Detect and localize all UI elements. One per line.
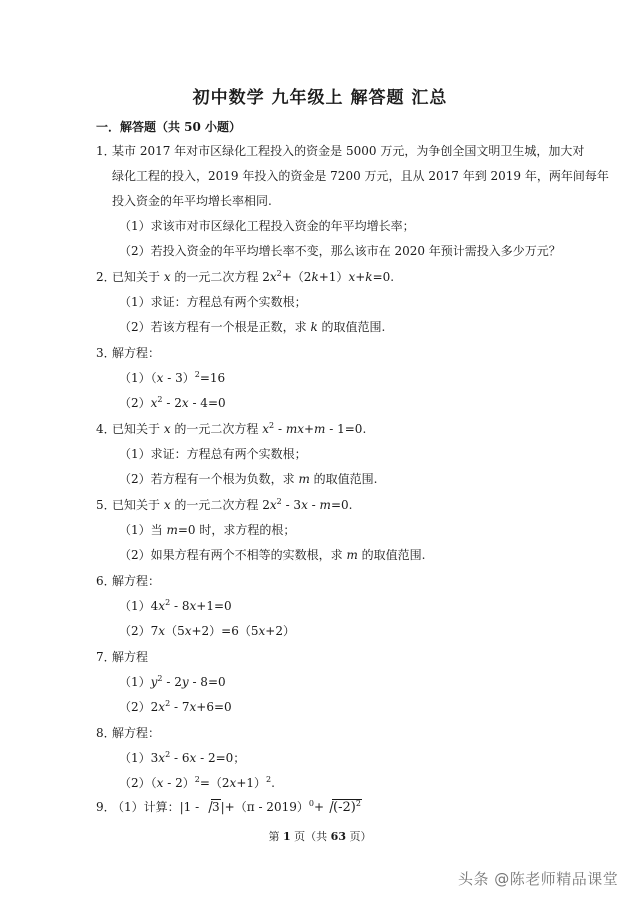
- question-6-part-1: $(1)4x^2 - 8x+1=0$: [119, 598, 232, 613]
- question-1-part-1: （1）求该市对市区绿化工程投入资金的年平均增长率；: [119, 219, 415, 233]
- question-8-part-1: $(1)3x^2 - 6x - 2=0$；: [119, 750, 246, 765]
- question-2-stem: 2．已知关于 x 的一元二次方程 $2x^2+(2k+1)x+k=0$.: [96, 269, 395, 284]
- page-title: 初中数学 九年级上 解答题 汇总: [192, 88, 448, 108]
- question-2-part-2: （2）若该方程有一个根是正数，求 k 的取值范围.: [119, 320, 386, 334]
- question-1-line-3: 投入资金的年平均增长率相同.: [112, 194, 272, 208]
- sqrt-3: 3: [203, 799, 221, 815]
- question-3-part-2: $(2)x^2 - 2x - 4=0$: [119, 395, 226, 410]
- question-1-line-1: 1．某市 2017 年对市区绿化工程投入的资金是 5000 万元，为争创全国文明卫生城，加大对: [96, 144, 585, 158]
- page-footer: 第 1 页（共 63 页）: [268, 830, 372, 843]
- watermark-text: 头条 @陈老师精品课堂: [458, 870, 619, 888]
- question-3-part-1: （1）（x - 3）$^2$=16: [119, 370, 226, 385]
- question-7-part-1: $(1)y^2 - 2y - 8=0$: [119, 674, 226, 689]
- sqrt-neg2-squared: $(-2)^2$: [324, 799, 362, 816]
- question-4-part-2: （2）若方程有一个根为负数，求 m 的取值范围.: [119, 472, 378, 486]
- question-1-part-2: （2）若投入资金的年平均增长率不变，那么该市在 2020 年预计需投入多少万元？: [119, 244, 561, 258]
- question-2-part-1: （1）求证：方程总有两个实数根；: [119, 295, 307, 309]
- question-5-stem: 5．已知关于 x 的一元二次方程 $2x^2 - 3x - m=0$.: [96, 497, 353, 512]
- question-9-stem: 9．（1）计算：$|1 - 3|+(\pi - 2019)^0+ (-2)^2$: [96, 799, 361, 815]
- question-7-part-2: $(2)2x^2 - 7x+6=0$: [119, 699, 232, 714]
- question-5-part-2: （2）如果方程有两个不相等的实数根，求 m 的取值范围.: [119, 548, 426, 562]
- question-1-line-2: 绿化工程的投入，2019 年投入的资金是 7200 万元，且从 2017 年到 2019 年，两年间每年: [112, 169, 609, 183]
- question-8-stem: 8．解方程：: [96, 726, 161, 740]
- question-5-part-1: （1）当 m=0 时，求方程的根；: [119, 523, 296, 537]
- section-heading: 一．解答题（共 50 小题）: [96, 120, 242, 134]
- question-4-part-1: （1）求证：方程总有两个实数根；: [119, 447, 307, 461]
- question-7-stem: 7．解方程: [96, 650, 149, 664]
- question-3-stem: 3．解方程：: [96, 346, 161, 360]
- question-8-part-2: $(2)(x - 2)^2=(2x+1)^2$.: [119, 775, 275, 790]
- question-6-part-2: （2）7x（5x+2）=6（5x+2）: [119, 624, 295, 638]
- question-6-stem: 6．解方程：: [96, 574, 161, 588]
- question-4-stem: 4．已知关于 x 的一元二次方程 $x^2 - mx+m - 1=0$.: [96, 421, 367, 436]
